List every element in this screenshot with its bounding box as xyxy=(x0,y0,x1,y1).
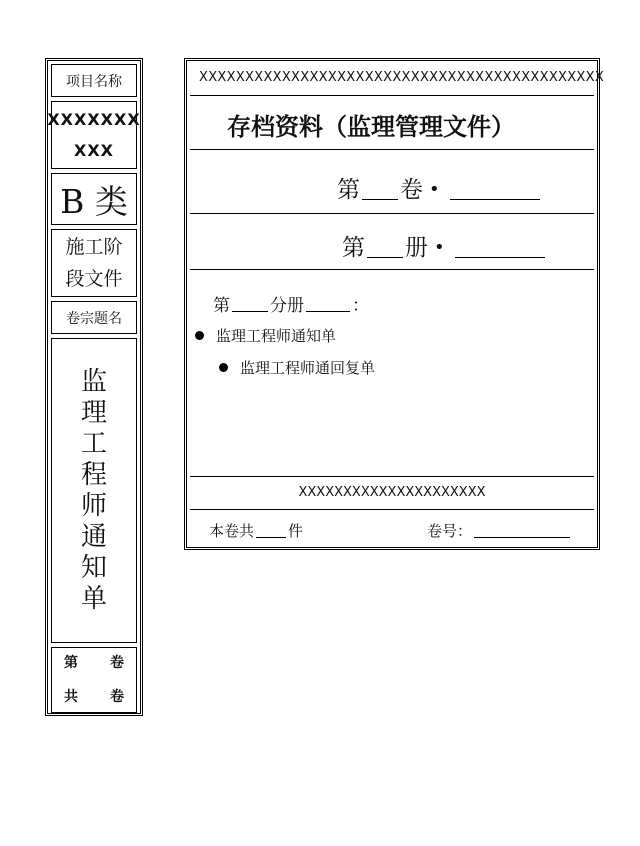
file-title-label: 卷宗题名 xyxy=(51,301,137,334)
subbook-prefix: 第 xyxy=(213,296,230,316)
subbook-middle: 分册 xyxy=(270,296,304,316)
stage-line-2: 段文件 xyxy=(65,268,123,290)
book-blank xyxy=(367,256,403,258)
divider xyxy=(190,269,594,270)
list-item xyxy=(219,357,375,378)
volume-prefix: 第 xyxy=(337,177,360,203)
volume-number xyxy=(427,520,572,541)
volume-number-suffix: 卷 xyxy=(110,655,124,671)
vertical-title-char: 师 xyxy=(80,490,107,521)
vertical-title-char: 监 xyxy=(80,366,107,397)
divider xyxy=(190,149,594,150)
volume-number-line xyxy=(64,646,124,680)
bullet-icon xyxy=(219,363,228,372)
book-row xyxy=(342,229,547,262)
cover-top-code: XXXXXXXXXXXXXXXXXXXXXXXXXXXXXXXXXXXXXXXXXXXX xyxy=(199,70,605,85)
list-item xyxy=(195,325,336,346)
list-item-label: 监理工程师通回复单 xyxy=(240,359,376,377)
subbook-name-blank xyxy=(306,310,350,312)
vertical-title-char: 单 xyxy=(80,583,107,614)
divider xyxy=(190,95,594,96)
project-code-line-1: XXXXXXX xyxy=(47,110,141,129)
book-prefix: 第 xyxy=(342,235,365,261)
volume-blank xyxy=(362,198,398,200)
item-count-suffix: 件 xyxy=(288,522,304,540)
volume-suffix: 卷 xyxy=(400,177,423,203)
volume-dot: • xyxy=(429,179,440,200)
subbook-row xyxy=(213,291,369,316)
volume-number-label: 第 xyxy=(64,655,78,671)
book-suffix: 册 xyxy=(405,235,428,261)
volume-total-line xyxy=(64,680,124,714)
category-label: B 类 xyxy=(51,173,137,225)
item-count-prefix: 本卷共 xyxy=(209,522,255,540)
volume-name-blank xyxy=(450,198,540,200)
item-count-blank xyxy=(256,536,286,538)
book-name-blank xyxy=(455,256,545,258)
volume-number-field-label: 卷号： xyxy=(427,522,473,540)
volume-row xyxy=(337,171,542,204)
vertical-title-char: 知 xyxy=(80,552,107,583)
divider xyxy=(190,213,594,214)
cover-bottom-code: XXXXXXXXXXXXXXXXXXXXX xyxy=(298,485,486,500)
subbook-colon: ： xyxy=(352,296,369,316)
volume-number-blank xyxy=(474,536,570,538)
book-dot: • xyxy=(434,237,445,258)
item-count xyxy=(209,520,303,541)
project-code-line-2: XXX xyxy=(73,141,114,160)
stage-line-1: 施工阶 xyxy=(65,236,123,258)
volume-info xyxy=(51,647,137,713)
vertical-title-char: 理 xyxy=(80,397,107,428)
file-cover xyxy=(184,58,605,550)
vertical-title-char: 程 xyxy=(80,459,107,490)
vertical-title-char: 通 xyxy=(80,521,107,552)
divider xyxy=(190,509,594,510)
subbook-blank xyxy=(232,310,268,312)
stage-label xyxy=(51,229,137,297)
vertical-title xyxy=(51,338,137,643)
vertical-title-char: 工 xyxy=(80,428,107,459)
project-name-label: 项目名称 xyxy=(51,64,137,97)
file-spine xyxy=(45,58,143,716)
project-code xyxy=(47,101,141,169)
divider xyxy=(190,476,594,477)
list-item-label: 监理工程师通知单 xyxy=(216,327,337,345)
bullet-icon xyxy=(195,331,204,340)
volume-total-label: 共 xyxy=(64,689,78,705)
volume-total-suffix: 卷 xyxy=(110,689,124,705)
cover-title: 存档资料（监理管理文件） xyxy=(227,113,515,141)
